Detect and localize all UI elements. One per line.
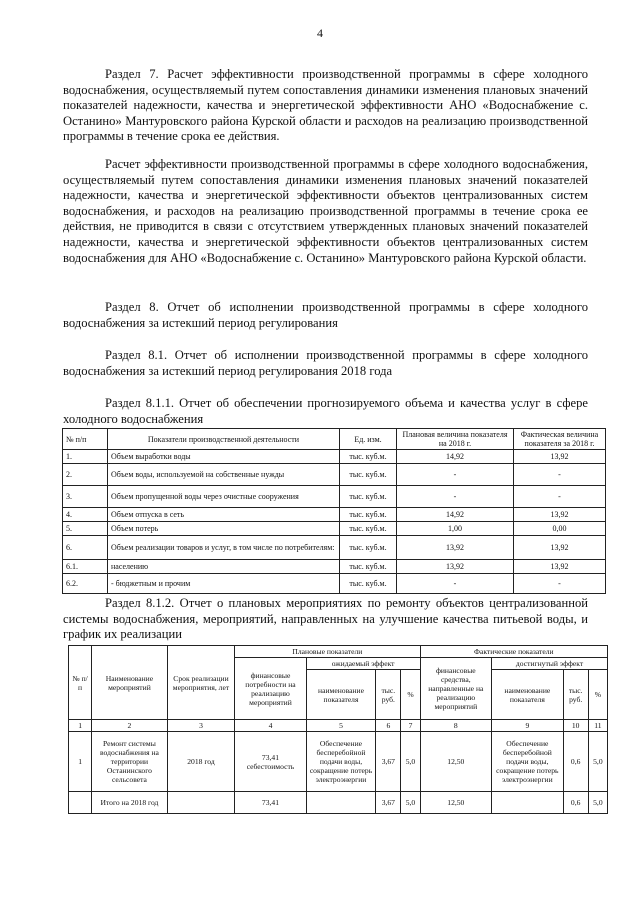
row-unit: тыс. куб.м.: [340, 536, 397, 560]
row-unit: тыс. куб.м.: [340, 508, 397, 522]
section-8-1-heading-text: Раздел 8.1. Отчет об исполнении производственной программы в сфере холодного водоснабжения за истекший период регулирования 2018 года: [63, 348, 588, 378]
col-header-name: Наименование мероприятий: [92, 646, 168, 720]
total-fact-rub: 0,6: [563, 792, 588, 814]
row-pct: 5,0: [401, 732, 420, 792]
col-number: 3: [167, 720, 235, 732]
row-plan-fin-value: 73,41: [261, 752, 280, 762]
col-header-achieved: достигнутый эффект: [492, 658, 608, 670]
row-fact: 13,92: [514, 508, 606, 522]
col-header-num: № п/п: [63, 429, 108, 450]
col-number: 11: [588, 720, 607, 732]
total-fact-pct: 5,0: [588, 792, 607, 814]
total-fact-fin: 12,50: [420, 792, 492, 814]
table-header-row: [63, 429, 606, 450]
col-number: 2: [92, 720, 168, 732]
col-header-plan-group: Плановые показатели: [235, 646, 420, 658]
total-term: [167, 792, 235, 814]
repair-measures-table: [68, 645, 608, 814]
section-7-body-text: Расчет эффективности производственной программы в сфере холодного водоснабжения, осуществляемый путем сопоставления динамики изменения плановых значений показателей надежности, качества и энергетической эффективности объектов централизованных систем водоснабжения, и расходов на реализацию производственной программы в течение срока ее действия, не приводится в связи с отсутствием утвержденных плановых значений показателей надежности, качества и энергетической эффективности объектов централизованных систем водоснабжения для АНО «Водоснабжение с. Останино» Мантуровского района Курской области.: [63, 157, 588, 265]
row-name: Объем выработки воды: [108, 450, 340, 464]
row-num: 6.2.: [63, 574, 108, 594]
section-8-heading: [63, 300, 588, 331]
page-number: 4: [317, 26, 323, 40]
row-name: Объем потерь: [108, 522, 340, 536]
col-number: 4: [235, 720, 307, 732]
row-unit: тыс. куб.м.: [340, 450, 397, 464]
row-fact-rub: 0,6: [563, 732, 588, 792]
section-7-heading-text: Раздел 7. Расчет эффективности производственной программы в сфере холодного водоснабжения, осуществляемый путем сопоставления динамики изменения плановых значений показателей надежности, качества и энергетической эффективности АНО «Водоснабжение с. Останино» Мантуровского района Курской области и расходов на реализацию производственной программы в течение срока ее действия.: [63, 67, 588, 144]
col-number: 8: [420, 720, 492, 732]
row-fact: -: [514, 486, 606, 508]
row-fact: 13,92: [514, 450, 606, 464]
col-header-pct-fact: %: [588, 670, 607, 720]
total-rub: 3,67: [376, 792, 401, 814]
col-header-rub-fact: тыс. руб.: [563, 670, 588, 720]
col-header-indicator: наименование показателя: [306, 670, 376, 720]
col-header-plan: Плановая величина показателя на 2018 г.: [397, 429, 514, 450]
table-row: [63, 486, 606, 508]
row-plan: 13,92: [397, 560, 514, 574]
table-row: [63, 450, 606, 464]
table-row: [63, 508, 606, 522]
total-plan-fin: 73,41: [235, 792, 307, 814]
row-fact: -: [514, 464, 606, 486]
row-effect: Обеспечение бесперебойной подачи воды, сокращение потерь электроэнергии: [306, 732, 376, 792]
section-8-1-heading: [63, 348, 588, 379]
row-plan: 1,00: [397, 522, 514, 536]
section-7-body: [63, 157, 588, 266]
row-rub: 3,67: [376, 732, 401, 792]
row-plan: -: [397, 486, 514, 508]
services-volume-table: [62, 428, 606, 594]
row-fact-effect: Обеспечение бесперебойной подачи воды, сокращение потерь электроэнергии: [492, 732, 564, 792]
col-number: 6: [376, 720, 401, 732]
section-8-1-1-heading-text: Раздел 8.1.1. Отчет об обеспечении прогнозируемого объема и качества услуг в сфере холодного водоснабжения: [63, 396, 588, 426]
col-number: 7: [401, 720, 420, 732]
row-unit: тыс. куб.м.: [340, 560, 397, 574]
total-effect: [306, 792, 376, 814]
col-number: 10: [563, 720, 588, 732]
row-term: 2018 год: [167, 732, 235, 792]
col-header-term: Срок реализации мероприятия, лет: [167, 646, 235, 720]
row-num: 4.: [63, 508, 108, 522]
row-plan: -: [397, 464, 514, 486]
row-unit: тыс. куб.м.: [340, 486, 397, 508]
table-row: [63, 536, 606, 560]
section-8-1-2-heading: [63, 596, 588, 643]
col-header-rub: тыс. руб.: [376, 670, 401, 720]
col-header-num: № п/п: [69, 646, 92, 720]
column-numbers-row: [69, 720, 608, 732]
row-plan-fin-note: себестоимость: [246, 761, 295, 771]
row-num: 2.: [63, 464, 108, 486]
row-fact: 13,92: [514, 560, 606, 574]
row-fact: 0,00: [514, 522, 606, 536]
row-name: Объем отпуска в сеть: [108, 508, 340, 522]
row-unit: тыс. куб.м.: [340, 464, 397, 486]
col-number: 1: [69, 720, 92, 732]
row-plan: -: [397, 574, 514, 594]
row-num: 5.: [63, 522, 108, 536]
col-header-unit: Ед. изм.: [340, 429, 397, 450]
row-name: Объем реализации товаров и услуг, в том числе по потребителям:: [108, 536, 340, 560]
col-header-pct: %: [401, 670, 420, 720]
col-header-indicator-fact: наименование показателя: [492, 670, 564, 720]
section-8-1-2-heading-text: Раздел 8.1.2. Отчет о плановых мероприятиях по ремонту объектов централизованной системы водоснабжения, мероприятий, направленных на улучшение качества питьевой воды, и график их реализации: [63, 596, 588, 642]
header-row-1: [69, 646, 608, 658]
table-row: [63, 560, 606, 574]
section-7-heading: [63, 67, 588, 145]
col-header-indicator: Показатели производственной деятельности: [108, 429, 340, 450]
table-row: [69, 732, 608, 792]
col-number: 9: [492, 720, 564, 732]
row-name: Объем пропущенной воды через очистные сооружения: [108, 486, 340, 508]
total-num: [69, 792, 92, 814]
total-label: Итого на 2018 год: [92, 792, 168, 814]
col-header-fact: Фактическая величина показателя за 2018 г.: [514, 429, 606, 450]
row-num: 6.1.: [63, 560, 108, 574]
row-plan: 13,92: [397, 536, 514, 560]
row-fact-fin: 12,50: [420, 732, 492, 792]
total-fact-effect: [492, 792, 564, 814]
row-fact: 13,92: [514, 536, 606, 560]
total-pct: 5,0: [401, 792, 420, 814]
total-row: [69, 792, 608, 814]
row-name: Объем воды, используемой на собственные нужды: [108, 464, 340, 486]
col-number: 5: [306, 720, 376, 732]
section-8-1-1-heading: [63, 396, 588, 427]
col-header-expected: ожидаемый эффект: [306, 658, 420, 670]
row-fact: -: [514, 574, 606, 594]
row-name: населению: [108, 560, 340, 574]
row-num: 6.: [63, 536, 108, 560]
row-unit: тыс. куб.м.: [340, 522, 397, 536]
row-plan: 14,92: [397, 508, 514, 522]
col-header-fact-group: Фактические показатели: [420, 646, 607, 658]
row-plan: 14,92: [397, 450, 514, 464]
row-num: 1.: [63, 450, 108, 464]
table-row: [63, 464, 606, 486]
table-row: [63, 522, 606, 536]
row-fact-pct: 5,0: [588, 732, 607, 792]
row-plan-fin: [235, 732, 307, 792]
col-header-plan-fin: финансовые потребности на реализацию мероприятий: [235, 658, 307, 720]
col-header-fact-fin: финансовые средства, направленные на реализацию мероприятий: [420, 658, 492, 720]
row-num: 1: [69, 732, 92, 792]
section-8-heading-text: Раздел 8. Отчет об исполнении производственной программы в сфере холодного водоснабжения за истекший период регулирования: [63, 300, 588, 330]
row-num: 3.: [63, 486, 108, 508]
row-name: - бюджетным и прочим: [108, 574, 340, 594]
row-unit: тыс. куб.м.: [340, 574, 397, 594]
row-name: Ремонт системы водоснабжения на территории Останинского сельсовета: [92, 732, 168, 792]
table-row: [63, 574, 606, 594]
